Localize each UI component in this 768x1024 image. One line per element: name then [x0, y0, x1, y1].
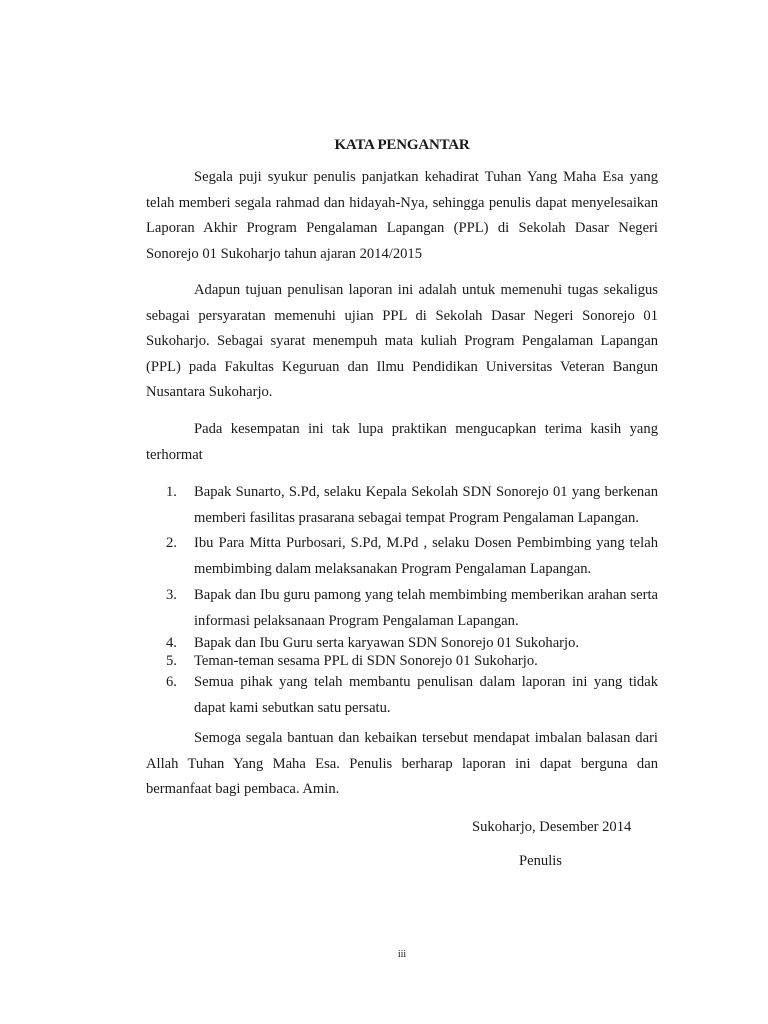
page-number: iii — [397, 949, 407, 960]
place-date: Sukoharjo, Desember 2014 — [472, 819, 632, 835]
list-item-number: 2. — [166, 535, 177, 551]
page-title: KATA PENGANTAR — [334, 137, 470, 153]
list-item — [146, 480, 658, 531]
paragraph-purpose: Adapun tujuan penulisan laporan ini adalah untuk memenuhi tugas sekaligus sebagai persyaratan memenuhi ujian PPL di Sekolah Dasar Negeri Sonorejo 01 Sukoharjo. Sebagai syarat menempuh mata kuliah Program Pengalaman Lapangan (PPL) pada Fakultas Keguruan dan Ilmu Pendidikan Universitas Veteran Bangun Nusantara Sukoharjo. — [146, 282, 658, 400]
paragraph-closing: Semoga segala bantuan dan kebaikan tersebut mendapat imbalan balasan dari Allah Tuhan Yang Maha Esa. Penulis berharap laporan ini dapat berguna dan bermanfaat bagi pembaca. Amin. — [146, 730, 658, 797]
paragraph-thanks-intro: Pada kesempatan ini tak lupa praktikan mengucapkan terima kasih yang terhormat — [146, 421, 658, 463]
list-item-number: 3. — [166, 587, 177, 603]
list-item — [146, 670, 658, 721]
acknowledgement-list — [146, 480, 658, 721]
list-item-number: 4. — [166, 635, 177, 651]
list-item-text: Semua pihak yang telah membantu penulisan dalam laporan ini yang tidak dapat kami sebutkan satu persatu. — [194, 674, 658, 716]
list-item-text: Bapak dan Ibu Guru serta karyawan SDN Sonorejo 01 Sukoharjo. — [194, 635, 580, 651]
signer-name: Penulis — [519, 853, 562, 869]
list-item-text: Teman-teman sesama PPL di SDN Sonorejo 01 Sukoharjo. — [194, 653, 538, 669]
list-item — [146, 531, 658, 582]
list-item-text: Ibu Para Mitta Purbosari, S.Pd, M.Pd , selaku Dosen Pembimbing yang telah membimbing dalam melaksanakan Program Pengalaman Lapangan. — [194, 535, 658, 577]
list-item-number: 6. — [166, 674, 177, 690]
list-item — [146, 634, 658, 652]
list-item — [146, 583, 658, 634]
list-item-number: 1. — [166, 484, 177, 500]
paragraph-opening: Segala puji syukur penulis panjatkan kehadirat Tuhan Yang Maha Esa yang telah memberi segala rahmad dan hidayah-Nya, sehingga penulis dapat menyelesaikan Laporan Akhir Program Pengalaman Lapangan (PPL) di Sekolah Dasar Negeri Sonorejo 01 Sukoharjo tahun ajaran 2014/2015 — [146, 169, 658, 262]
list-item — [146, 652, 658, 670]
list-item-text: Bapak Sunarto, S.Pd, selaku Kepala Sekolah SDN Sonorejo 01 yang berkenan memberi fasilitas prasarana sebagai tempat Program Pengalaman Lapangan. — [194, 484, 658, 526]
list-item-text: Bapak dan Ibu guru pamong yang telah membimbing memberikan arahan serta informasi pelaksanaan Program Pengalaman Lapangan. — [194, 587, 658, 629]
list-item-number: 5. — [166, 653, 177, 669]
